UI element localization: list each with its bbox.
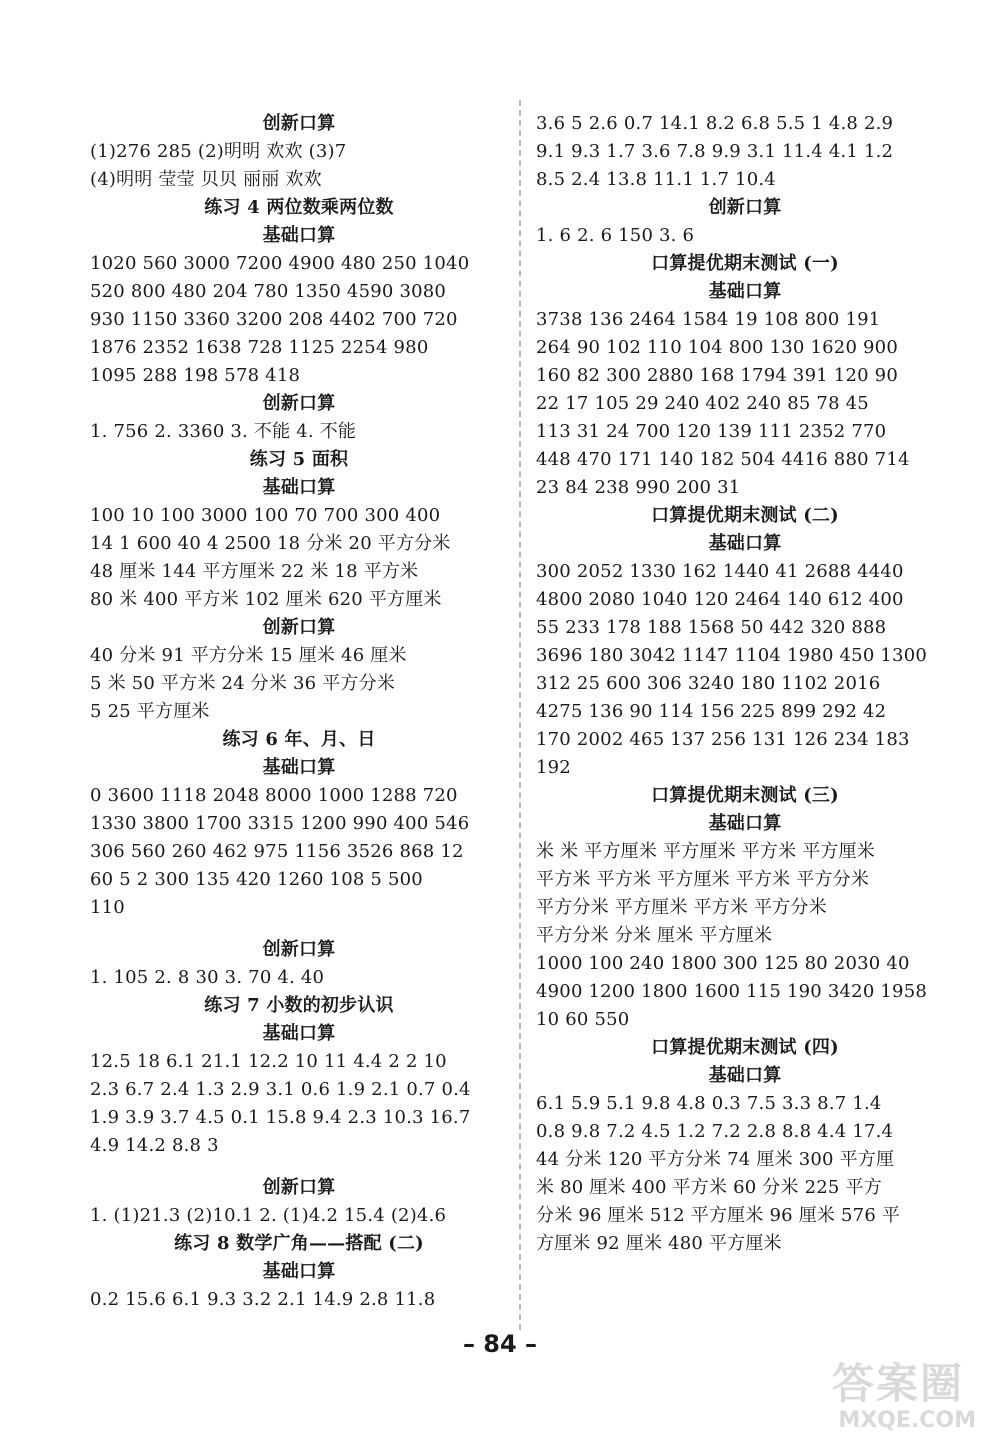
answer-line: 23 84 238 990 200 31 bbox=[536, 477, 741, 498]
section-heading: 创新口算 bbox=[262, 393, 336, 414]
section-heading: 基础口算 bbox=[708, 1065, 782, 1086]
answer-line: 448 470 171 140 182 504 4416 880 714 bbox=[536, 449, 910, 470]
section-heading: 练习 4 两位数乘两位数 bbox=[204, 197, 394, 218]
answer-line: 48 厘米 144 平方厘米 22 米 18 平方米 bbox=[90, 561, 419, 582]
answer-line: 3696 180 3042 1147 1104 1980 450 1300 bbox=[536, 645, 928, 666]
answer-line: 2.3 6.7 2.4 1.3 2.9 3.1 0.6 1.9 2.1 0.7 0.4 bbox=[90, 1079, 471, 1100]
spacer bbox=[90, 922, 508, 936]
answer-line: 1. 6 2. 6 150 3. 6 bbox=[536, 225, 695, 246]
section-heading: 口算提优期末测试 (二) bbox=[651, 505, 839, 526]
answer-line: 3738 136 2464 1584 19 108 800 191 bbox=[536, 309, 881, 330]
answer-line: 44 分米 120 平方分米 74 厘米 300 平方厘 bbox=[536, 1149, 895, 1170]
right-column bbox=[536, 110, 954, 1258]
answer-line: 306 560 260 462 975 1156 3526 868 12 bbox=[90, 841, 464, 862]
answer-line: 10 60 550 bbox=[536, 1009, 630, 1030]
answer-line: 米 米 平方厘米 平方厘米 平方米 平方厘米 bbox=[536, 841, 876, 862]
answer-line: 8.5 2.4 13.8 11.1 1.7 10.4 bbox=[536, 169, 776, 190]
answer-line: 1. 756 2. 3360 3. 不能 4. 不能 bbox=[90, 421, 357, 442]
answer-line: (1)276 285 (2)明明 欢欢 (3)7 bbox=[90, 141, 347, 162]
spacer bbox=[90, 1160, 508, 1174]
answer-line: 4900 1200 1800 1600 115 190 3420 1958 bbox=[536, 981, 928, 1002]
answer-line: 9.1 9.3 1.7 3.6 7.8 9.9 3.1 11.4 4.1 1.2 bbox=[536, 141, 894, 162]
answer-line: 80 米 400 平方米 102 厘米 620 平方厘米 bbox=[90, 589, 442, 610]
column-divider bbox=[519, 100, 521, 1330]
answer-line: 4800 2080 1040 120 2464 140 612 400 bbox=[536, 589, 904, 610]
answer-line: 264 90 102 110 104 800 130 1620 900 bbox=[536, 337, 898, 358]
section-heading: 练习 5 面积 bbox=[249, 449, 349, 470]
answer-line: 1876 2352 1638 728 1125 2254 980 bbox=[90, 337, 429, 358]
answer-line: 1. (1)21.3 (2)10.1 2. (1)4.2 15.4 (2)4.6 bbox=[90, 1205, 447, 1226]
answer-line: 米 80 厘米 400 平方米 60 分米 225 平方 bbox=[536, 1177, 882, 1198]
answer-line: 113 31 24 700 120 139 111 2352 770 bbox=[536, 421, 887, 442]
section-heading: 基础口算 bbox=[708, 533, 782, 554]
section-heading: 口算提优期末测试 (四) bbox=[651, 1037, 839, 1058]
watermark-url: MXQE.COM bbox=[838, 1408, 976, 1433]
answer-line: 170 2002 465 137 256 131 126 234 183 bbox=[536, 729, 910, 750]
answer-line: 14 1 600 40 4 2500 18 分米 20 平方分米 bbox=[90, 533, 451, 554]
answer-line: 4.9 14.2 8.8 3 bbox=[90, 1135, 219, 1156]
answer-line: 6.1 5.9 5.1 9.8 4.8 0.3 7.5 3.3 8.7 1.4 bbox=[536, 1093, 882, 1114]
answer-line: 5 米 50 平方米 24 分米 36 平方分米 bbox=[90, 673, 396, 694]
answer-line: 5 25 平方厘米 bbox=[90, 701, 210, 722]
answer-line: 1. 105 2. 8 30 3. 70 4. 40 bbox=[90, 967, 325, 988]
answer-line: 300 2052 1330 162 1440 41 2688 4440 bbox=[536, 561, 904, 582]
answer-line: 520 800 480 204 780 1350 4590 3080 bbox=[90, 281, 447, 302]
watermark-text: 答案圈 bbox=[832, 1359, 965, 1408]
section-heading: 基础口算 bbox=[262, 1261, 336, 1282]
section-heading: 创新口算 bbox=[262, 939, 336, 960]
answer-line: 0.2 15.6 6.1 9.3 3.2 2.1 14.9 2.8 11.8 bbox=[90, 1289, 436, 1310]
answer-line: 4275 136 90 114 156 225 899 292 42 bbox=[536, 701, 887, 722]
answer-line: 55 233 178 188 1568 50 442 320 888 bbox=[536, 617, 887, 638]
section-heading: 练习 6 年、月、日 bbox=[222, 729, 376, 750]
answer-line: 平方分米 分米 厘米 平方厘米 bbox=[536, 925, 773, 946]
answer-line: 1330 3800 1700 3315 1200 990 400 546 bbox=[90, 813, 470, 834]
section-heading: 创新口算 bbox=[262, 113, 336, 134]
section-heading: 基础口算 bbox=[262, 225, 336, 246]
left-column bbox=[90, 110, 508, 1314]
watermark-logo bbox=[832, 1360, 982, 1440]
section-heading: 练习 7 小数的初步认识 bbox=[204, 995, 394, 1016]
answer-line: 160 82 300 2880 168 1794 391 120 90 bbox=[536, 365, 898, 386]
answer-line: 22 17 105 29 240 402 240 85 78 45 bbox=[536, 393, 869, 414]
section-heading: 口算提优期末测试 (一) bbox=[651, 253, 839, 274]
section-heading: 创新口算 bbox=[262, 1177, 336, 1198]
answer-line: 110 bbox=[90, 897, 125, 918]
answer-line: 1.9 3.9 3.7 4.5 0.1 15.8 9.4 2.3 10.3 16.7 bbox=[90, 1107, 471, 1128]
section-heading: 基础口算 bbox=[708, 813, 782, 834]
answer-line: 60 5 2 300 135 420 1260 108 5 500 bbox=[90, 869, 423, 890]
answer-line: 平方米 平方米 平方厘米 平方米 平方分米 bbox=[536, 869, 870, 890]
section-heading: 练习 8 数学广角——搭配 (二) bbox=[174, 1233, 424, 1254]
answer-line: 100 10 100 3000 100 70 700 300 400 bbox=[90, 505, 441, 526]
answer-line: 1020 560 3000 7200 4900 480 250 1040 bbox=[90, 253, 470, 274]
answer-line: 312 25 600 306 3240 180 1102 2016 bbox=[536, 673, 881, 694]
section-heading: 口算提优期末测试 (三) bbox=[651, 785, 839, 806]
answer-line: 分米 96 厘米 512 平方厘米 96 厘米 576 平 bbox=[536, 1205, 901, 1226]
answer-line: (4)明明 莹莹 贝贝 丽丽 欢欢 bbox=[90, 169, 322, 190]
answer-line: 40 分米 91 平方分米 15 厘米 46 厘米 bbox=[90, 645, 407, 666]
answer-line: 平方分米 平方厘米 平方米 平方分米 bbox=[536, 897, 827, 918]
answer-line: 方厘米 92 厘米 480 平方厘米 bbox=[536, 1233, 782, 1254]
section-heading: 基础口算 bbox=[262, 757, 336, 778]
answer-line: 0 3600 1118 2048 8000 1000 1288 720 bbox=[90, 785, 458, 806]
section-heading: 基础口算 bbox=[262, 1023, 336, 1044]
answer-line: 1000 100 240 1800 300 125 80 2030 40 bbox=[536, 953, 910, 974]
section-heading: 基础口算 bbox=[708, 281, 782, 302]
page-number: – 84 – bbox=[462, 1330, 538, 1358]
answer-line: 0.8 9.8 7.2 4.5 1.2 7.2 2.8 8.8 4.4 17.4 bbox=[536, 1121, 894, 1142]
answer-line: 192 bbox=[536, 757, 571, 778]
answer-line: 3.6 5 2.6 0.7 14.1 8.2 6.8 5.5 1 4.8 2.9 bbox=[536, 113, 894, 134]
section-heading: 创新口算 bbox=[262, 617, 336, 638]
answer-line: 1095 288 198 578 418 bbox=[90, 365, 301, 386]
answer-line: 12.5 18 6.1 21.1 12.2 10 11 4.4 2 2 10 bbox=[90, 1051, 447, 1072]
section-heading: 基础口算 bbox=[262, 477, 336, 498]
section-heading: 创新口算 bbox=[708, 197, 782, 218]
answer-line: 930 1150 3360 3200 208 4402 700 720 bbox=[90, 309, 458, 330]
